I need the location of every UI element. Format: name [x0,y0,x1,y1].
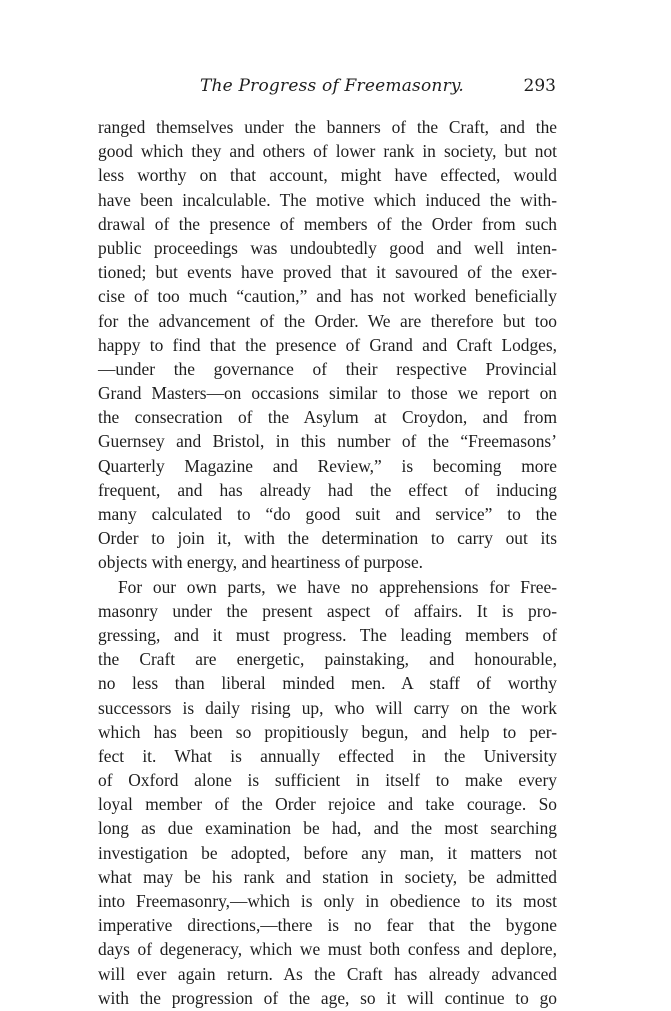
text-line: have been incalculable. The motive which induced the with- [98,189,557,210]
text-line: the consecration of the Asylum at Croydon, and from [98,407,557,428]
text-line: many calculated to “do good suit and service” to the [98,504,557,524]
text-line: of Oxford alone is sufficient in itself to make every [98,770,557,791]
text-line: with the progression of the age, so it will continue to go [98,987,557,1008]
text-line: Quarterly Magazine and Review,” is becoming more [98,455,557,476]
text-line: Order to join it, with the determination to carry out its [98,528,557,549]
text-line: long as due examination be had, and the most searching [98,818,557,839]
text-line: Guernsey and Bristol, in this number of the “Freemasons’ [98,431,557,452]
page-number: 293 [523,76,556,96]
text-line: into Freemasonry,—which is only in obedience to its most [98,891,557,911]
paragraph-end-line: objects with energy, and heartiness of purpose. [98,552,424,573]
body-text [98,115,557,1010]
text-line: gressing, and it must progress. The leading members of [98,624,557,645]
page-header [98,76,566,106]
text-line: loyal member of the Order rejoice and take courage. So [98,794,557,815]
running-title: The Progress of Freemasonry. [199,76,465,96]
text-line: tioned; but events have proved that it savoured of the exer- [98,262,557,283]
text-line: what may be his rank and station in society, be admitted [98,866,557,887]
text-line: successors is daily rising up, who will carry on the work [98,697,557,718]
text-line: no less than liberal minded men. A staff of worthy [98,673,557,694]
text-line: —under the governance of their respective Provincial [98,358,557,379]
text-line: drawal of the presence of members of the Order from such [98,213,557,234]
text-line: public proceedings was undoubtedly good and well inten- [98,237,557,258]
text-line: cise of too much “caution,” and has not worked beneficially [98,286,557,307]
text-line: Grand Masters—on occasions similar to those we report on [98,383,557,404]
text-line: imperative directions,—there is no fear that the bygone [98,915,557,936]
text-line: for the advancement of the Order. We are therefore but too [98,310,557,331]
text-line: will ever again return. As the Craft has already advanced [98,963,557,984]
text-line: ranged themselves under the banners of the Craft, and the [98,117,557,137]
text-line: frequent, and has already had the effect of inducing [98,479,557,500]
text-line: less worthy on that account, might have effected, would [98,165,557,186]
paragraph-start-line: For our own parts, we have no apprehensions for Free- [118,576,557,597]
text-line: fect it. What is annually effected in the University [98,745,557,766]
text-line: happy to find that the presence of Grand and Craft Lodges, [98,334,557,355]
text-line: which has been so propitiously begun, and help to per- [98,721,557,742]
text-line: the Craft are energetic, painstaking, and honourable, [98,649,557,670]
text-line: days of degeneracy, which we must both confess and deplore, [98,939,557,960]
text-line: good which they and others of lower rank in society, but not [98,141,557,162]
text-line: investigation be adopted, before any man, it matters not [98,842,557,863]
text-line: masonry under the present aspect of affairs. It is pro- [98,600,557,621]
